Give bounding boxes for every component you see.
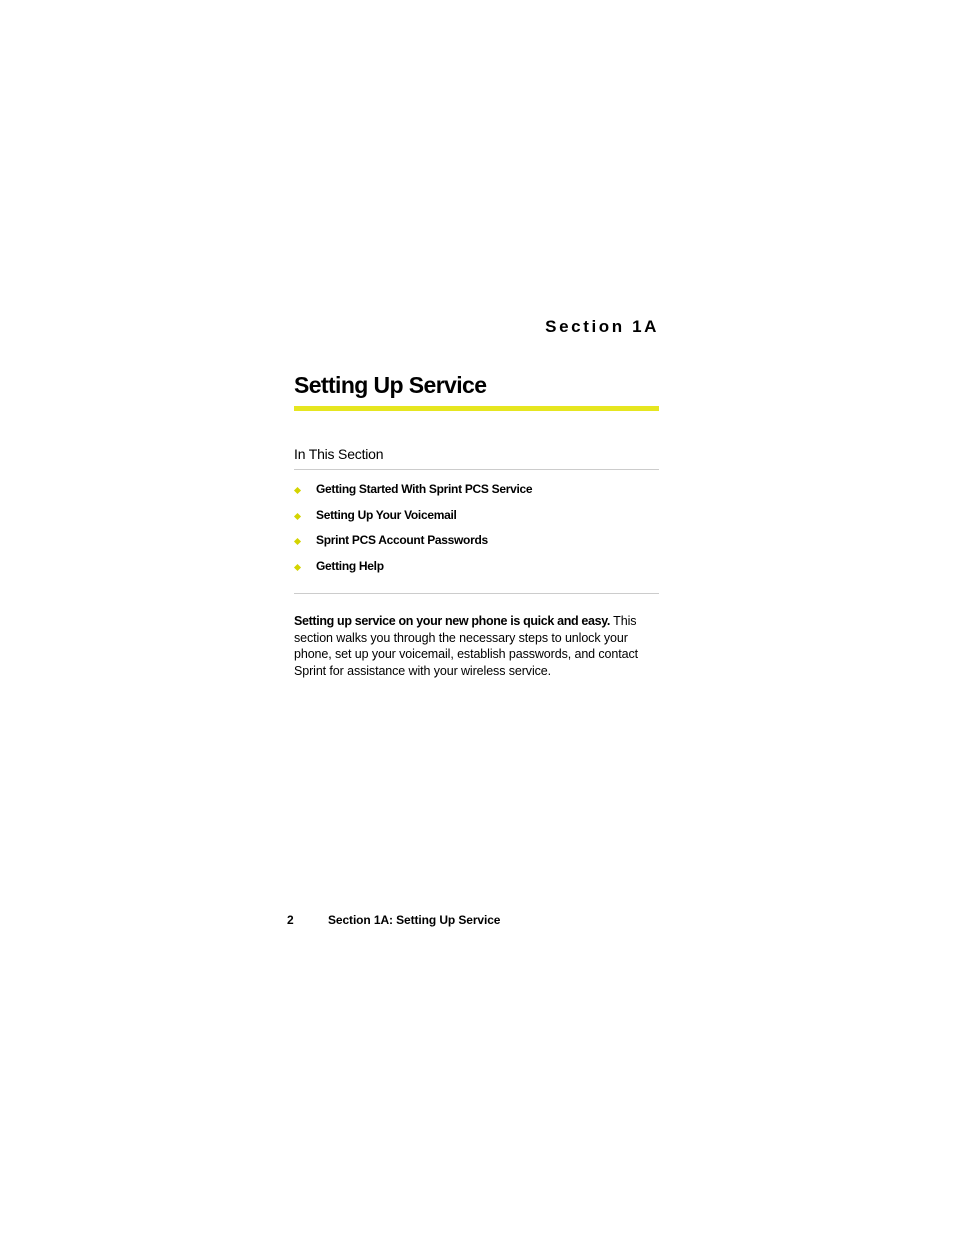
list-item	[294, 508, 659, 534]
section-label: Section 1A	[545, 317, 659, 336]
divider-top	[294, 469, 659, 470]
divider-bottom	[294, 593, 659, 594]
diamond-bullet-icon	[294, 538, 301, 545]
page-title: Setting Up Service	[294, 372, 487, 398]
intro-paragraph	[294, 613, 654, 679]
diamond-bullet-icon	[294, 487, 301, 494]
diamond-bullet-icon	[294, 564, 301, 571]
list-item	[294, 533, 659, 559]
list-item-label: Setting Up Your Voicemail	[316, 507, 457, 522]
list-item-label: Sprint PCS Account Passwords	[316, 533, 488, 548]
list-item	[294, 482, 659, 508]
diamond-bullet-icon	[294, 513, 301, 520]
list-item	[294, 559, 659, 585]
title-underline-bar	[294, 406, 659, 411]
in-this-section-list	[294, 482, 659, 585]
intro-body: This section walks you through the necessary steps to unlock your phone, set up your voicemail, establish passwords, and contact Sprint for assistance with your wireless service.	[294, 614, 638, 678]
in-this-section-heading: In This Section	[294, 446, 384, 462]
footer-running-title: Section 1A: Setting Up Service	[328, 913, 501, 927]
list-item-label: Getting Help	[316, 559, 384, 574]
list-item-label: Getting Started With Sprint PCS Service	[316, 482, 533, 496]
intro-lead: Setting up service on your new phone is quick and easy.	[294, 614, 611, 628]
footer-page-number: 2	[287, 913, 294, 927]
